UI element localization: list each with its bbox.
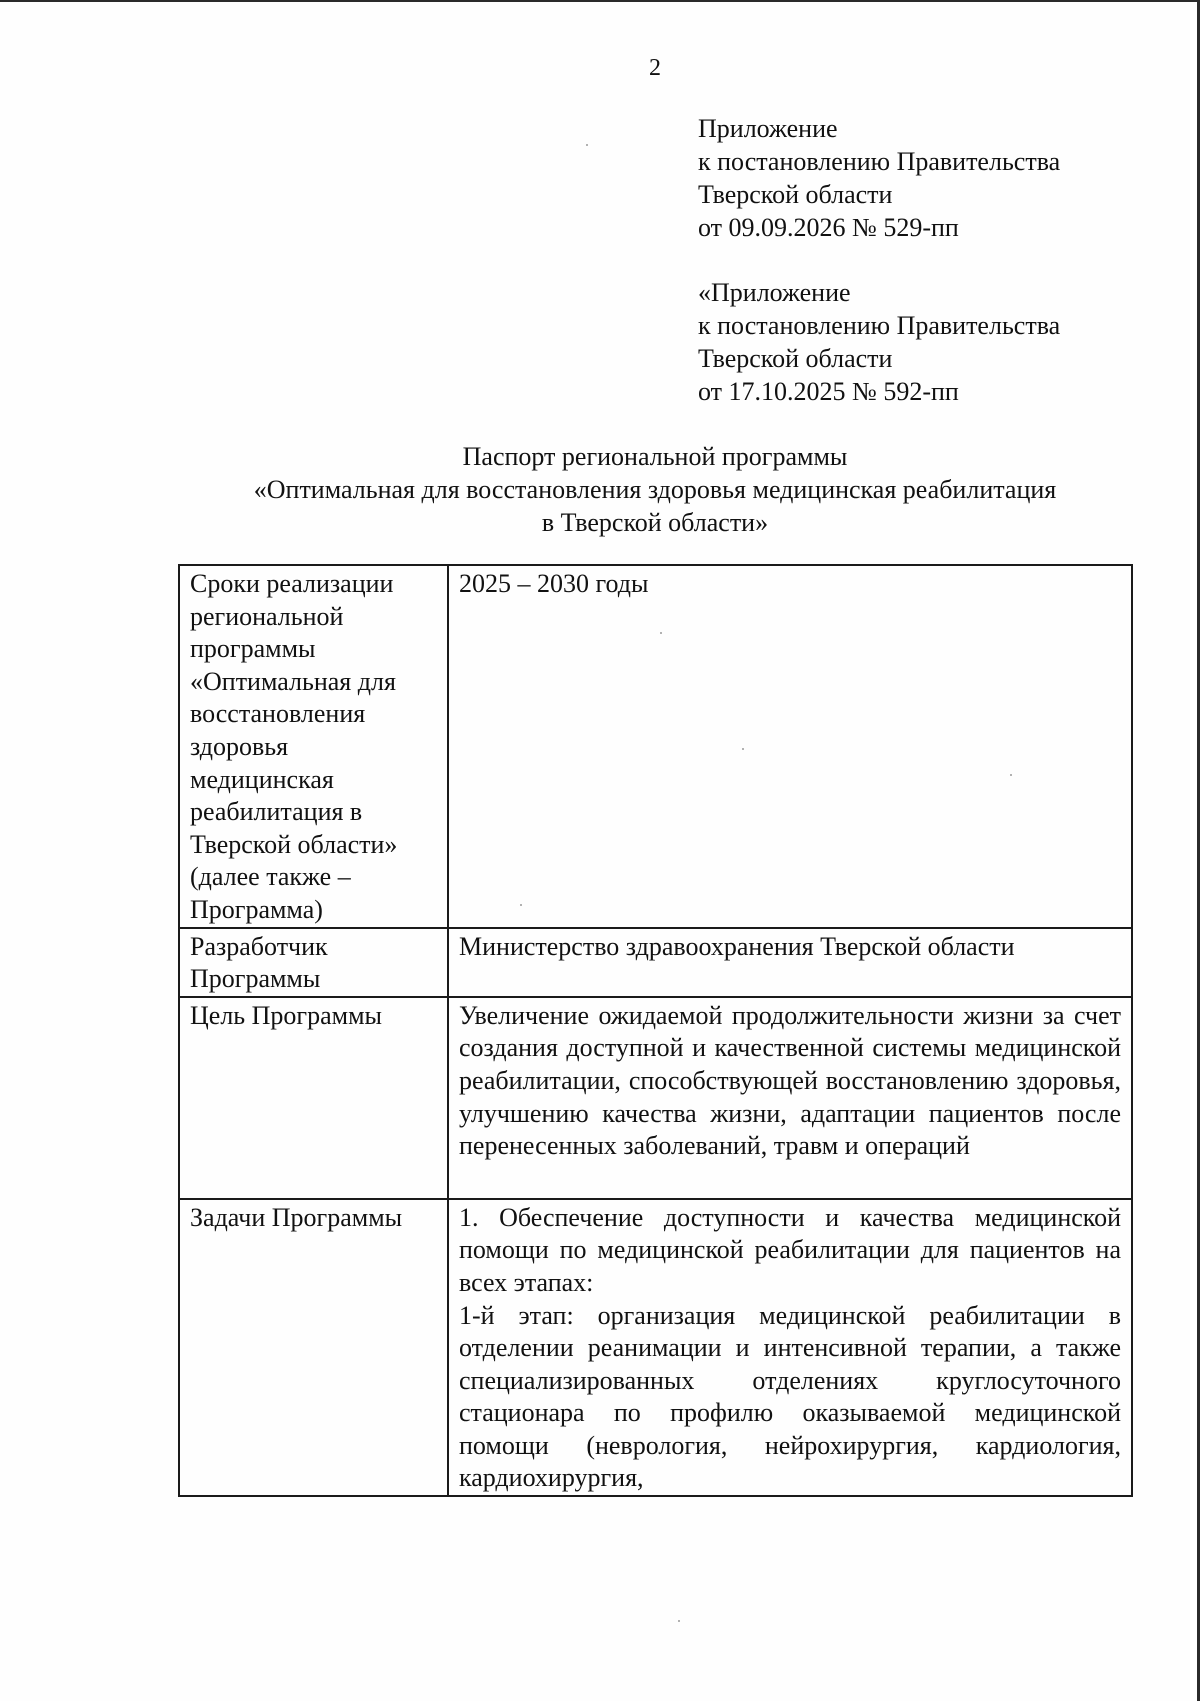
- document-title: [180, 440, 1130, 539]
- scan-edge-top: [0, 0, 1200, 2]
- row-label-tasks: Задачи Программы: [179, 1199, 448, 1496]
- title-line: в Тверской области»: [541, 508, 769, 537]
- table-row: [179, 1199, 1132, 1496]
- page-number: 2: [649, 55, 661, 81]
- row-value-developer: Министерство здравоохранения Тверской области: [448, 928, 1132, 997]
- table-row: [179, 565, 1132, 928]
- appendix-previous-date: от 17.10.2025 № 592-пп: [698, 377, 959, 406]
- scan-speck: [1010, 774, 1012, 776]
- row-label-term: Сроки реализации региональной программы «Оптимальная для восстановления здоровья медицинская реабилитация в Тверской области» (далее также – Программа): [179, 565, 448, 928]
- scan-speck: [520, 904, 522, 906]
- row-value-term: 2025 – 2030 годы: [448, 565, 1132, 928]
- appendix-current-block: [698, 112, 1060, 244]
- row-value-tasks: [448, 1199, 1132, 1496]
- appendix-current-line: к постановлению Правительства: [698, 147, 1061, 176]
- scan-speck: [742, 748, 744, 750]
- row-label-developer: Разработчик Программы: [179, 928, 448, 997]
- passport-table: [178, 564, 1133, 1497]
- appendix-current-line: Тверской области: [698, 180, 893, 209]
- appendix-previous-line: к постановлению Правительства: [698, 311, 1061, 340]
- scan-speck: [660, 632, 662, 634]
- title-line: «Оптимальная для восстановления здоровья медицинская реабилитация: [253, 475, 1057, 504]
- table-row: [179, 997, 1132, 1199]
- title-line: Паспорт региональной программы: [462, 442, 848, 471]
- appendix-previous-line: «Приложение: [698, 278, 851, 307]
- task-paragraph: 1-й этап: организация медицинской реабилитации в отделении реанимации и интенсивной терапии, а также специализированных отделениях круглосуточного стационара по профилю оказываемой медицинской помощи (неврология, нейрохирургия, кардиология, кардиохирургия,: [459, 1300, 1121, 1493]
- appendix-current-line: Приложение: [698, 114, 838, 143]
- scan-speck: [678, 1620, 680, 1622]
- appendix-current-date: от 09.09.2026 № 529-пп: [698, 213, 959, 242]
- scan-speck: [586, 144, 588, 146]
- task-paragraph: 1. Обеспечение доступности и качества медицинской помощи по медицинской реабилитации для пациентов на всех этапах:: [459, 1202, 1121, 1297]
- row-value-goal: Увеличение ожидаемой продолжительности жизни за счет создания доступной и качественной системы медицинской реабилитации, способствующей восстановлению здоровья, улучшению качества жизни, адаптации пациентов после перенесенных заболеваний, травм и операций: [448, 997, 1132, 1199]
- appendix-previous-line: Тверской области: [698, 344, 893, 373]
- table-row: [179, 928, 1132, 997]
- appendix-previous-block: [698, 276, 1060, 408]
- row-label-goal: Цель Программы: [179, 997, 448, 1199]
